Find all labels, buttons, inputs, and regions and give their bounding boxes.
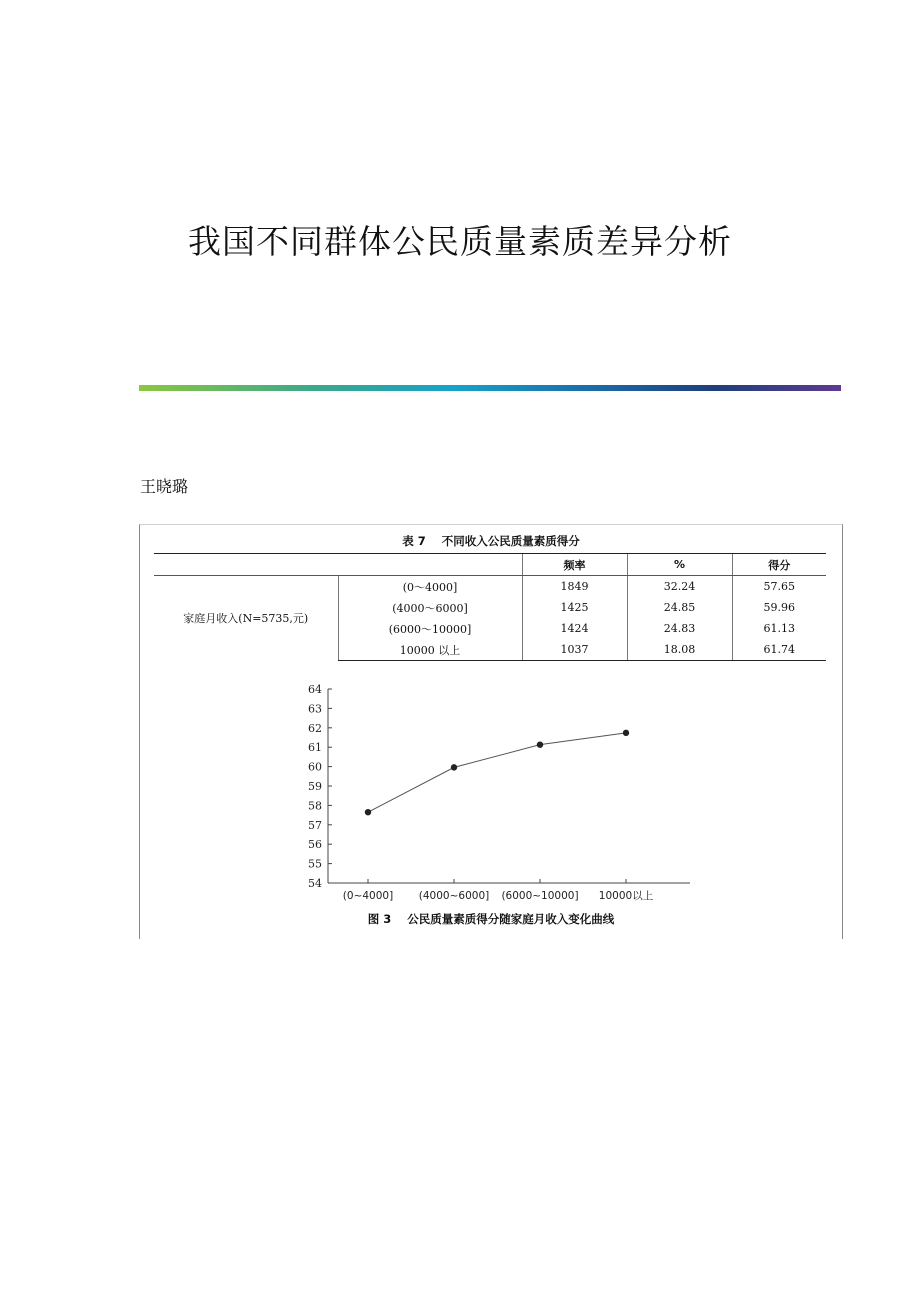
data-point xyxy=(623,730,629,736)
header-percent: % xyxy=(627,554,732,576)
y-tick-label: 63 xyxy=(308,702,322,716)
figure-panel xyxy=(139,524,843,939)
y-tick-label: 56 xyxy=(308,838,322,852)
y-tick-label: 55 xyxy=(308,857,322,871)
data-point xyxy=(537,741,543,747)
cell-percent: 32.24 xyxy=(627,576,732,598)
cell-percent: 24.83 xyxy=(627,618,732,639)
data-point xyxy=(365,809,371,815)
x-tick-label: (0~4000] xyxy=(342,890,394,902)
header-score: 得分 xyxy=(732,554,826,576)
y-tick-label: 59 xyxy=(308,780,322,793)
cell-frequency: 1425 xyxy=(522,597,627,618)
figure-caption xyxy=(140,911,842,927)
cell-score: 59.96 xyxy=(732,597,826,618)
cell-score: 61.74 xyxy=(732,639,826,661)
y-tick-label: 57 xyxy=(308,818,322,832)
data-point xyxy=(451,764,457,770)
table-row xyxy=(154,576,826,598)
income-score-line-chart xyxy=(280,675,700,907)
document-title: 我国不同群体公民质量素质差异分析 xyxy=(188,222,732,261)
cell-score: 57.65 xyxy=(732,576,826,598)
y-tick-label: 62 xyxy=(308,721,322,735)
y-tick-label: 54 xyxy=(308,877,322,890)
cell-frequency: 1424 xyxy=(522,618,627,639)
figure-caption-number: 图 3 xyxy=(367,912,392,926)
table-caption xyxy=(140,533,842,549)
y-tick-label: 60 xyxy=(308,760,322,774)
x-tick-label: 10000以上 xyxy=(598,890,654,902)
cell-frequency: 1037 xyxy=(522,639,627,661)
table-caption-text: 不同收入公民质量素质得分 xyxy=(441,534,580,548)
cell-frequency: 1849 xyxy=(522,576,627,598)
figure-caption-text: 公民质量素质得分随家庭月收入变化曲线 xyxy=(407,912,615,926)
row-group-label: 家庭月收入(N=5735,元) xyxy=(183,612,309,626)
cell-range: 10000 以上 xyxy=(338,639,522,661)
table-header-row xyxy=(154,554,826,576)
cell-percent: 18.08 xyxy=(627,639,732,661)
cell-percent: 24.85 xyxy=(627,597,732,618)
header-frequency: 频率 xyxy=(522,554,627,576)
cell-range: (0～4000] xyxy=(338,576,522,598)
x-tick-label: (4000~6000] xyxy=(418,890,490,902)
y-tick-label: 61 xyxy=(308,741,322,755)
y-tick-label: 58 xyxy=(308,799,322,813)
cell-range: (4000～6000] xyxy=(338,597,522,618)
header-blank xyxy=(154,554,522,576)
cell-range: (6000～10000] xyxy=(338,618,522,639)
series-line xyxy=(368,733,626,812)
table-caption-number: 表 7 xyxy=(402,534,426,548)
gradient-divider xyxy=(139,385,841,391)
y-tick-label: 64 xyxy=(308,683,322,696)
author-name: 王晓璐 xyxy=(140,477,189,496)
income-score-table xyxy=(154,553,826,661)
x-tick-label: (6000~10000] xyxy=(501,890,579,902)
cell-score: 61.13 xyxy=(732,618,826,639)
